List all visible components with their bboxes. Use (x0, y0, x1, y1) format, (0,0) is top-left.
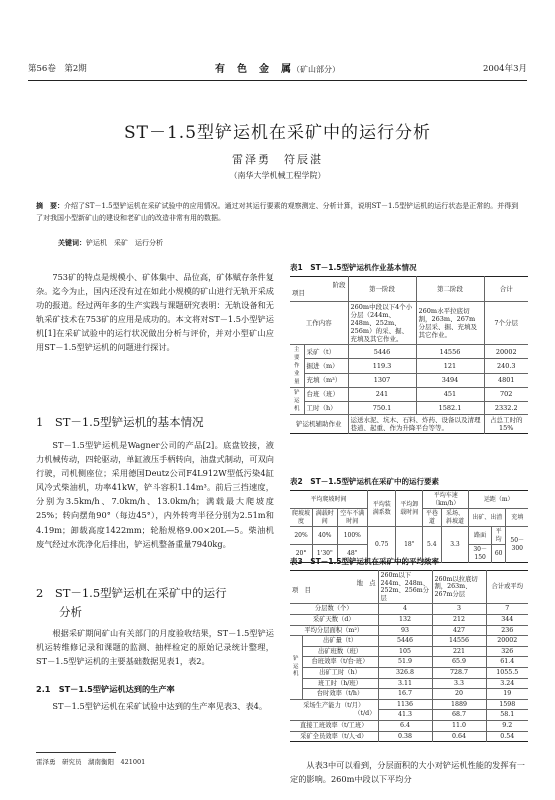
table-1-cell: 工时（h） (304, 401, 348, 415)
subsection-2-1-body (36, 699, 274, 713)
table-3-head-c1: 260m以下244m、248m、252m、256m分层 (378, 571, 432, 604)
table-3-cell: 326 (501, 647, 514, 655)
table-row (290, 373, 528, 387)
table-row (290, 388, 528, 402)
table-1-work-label: 工作内容 (290, 302, 348, 345)
table-3-cell: 出矿量（t） (302, 636, 378, 647)
table-2-cell: 20° (290, 545, 313, 563)
table-3-cell: 3.24 (500, 679, 515, 687)
table-2-cell: 18" (396, 527, 423, 563)
abstract-label: 摘 要： (36, 202, 64, 210)
section-2-body (36, 626, 274, 668)
table-3-cell: 1136 (378, 699, 432, 710)
header-rule (28, 80, 527, 81)
table-3-cell: 平均分层面积（m²） (290, 625, 378, 636)
table-row (290, 699, 528, 710)
table-3-cell: 51.9 (378, 657, 432, 668)
table-2-cell: 60 (491, 545, 506, 563)
table-1-cell: 4801 (497, 376, 515, 385)
table-1-cell: 充填（m³） (304, 373, 348, 387)
table-3-head-c3: 合计或平均 (491, 583, 523, 591)
table-3-cell: 台时效率（t/h） (302, 689, 378, 700)
table-1-cell: 1582.1 (416, 401, 484, 415)
table-2-cell: 30－150 (469, 545, 491, 563)
abstract (36, 200, 520, 224)
table-3-cell: 41.3 (378, 710, 432, 721)
table-3-cell: 19 (503, 690, 512, 698)
section-1-body (36, 438, 274, 551)
section-2-title-line2: 分析 (59, 605, 82, 619)
table-3-cap-label-2: （t/d） (354, 709, 376, 717)
table-2-head-slope: 平均爬坡时间 (290, 491, 368, 509)
table-2-cell: 50－300 (510, 537, 525, 552)
table-2-cell: 0.75 (368, 527, 396, 563)
section-1-text: ST－1.5型铲运机是Wagner公司的产品[2]。底盘铰接，液力机械传动，四轮驱动，单缸液压手柄转向，油盘式制动，可双向行驶，司机侧座位；采用德国Deutz公司F4L912W型低污染4缸风冷式柴油机，功率41kW，铲斗容积1.14m³。前后三挡速度，分别为3.5km/h、7.0km/h、13.0km/h；满载最大爬坡度25%；转向摆角90°（每边45°），内外转弯半径分别为2.51m和4.19m；卸载高度1422mm；轮胎规格9.00×20L—5。柴油机废气经过水洗净化后排出，铲运机整备重量7940kg。 (36, 440, 274, 549)
table-3-cell: 1889 (432, 699, 486, 710)
table-1-cell: 121 (416, 359, 484, 373)
table-1-cell: 702 (500, 390, 513, 399)
section-1-title: 1 ST－1.5型铲运机的基本情况 (36, 415, 204, 429)
footnote-rule (36, 752, 116, 753)
table-3-cell: 20 (432, 689, 486, 700)
table-row (290, 359, 528, 373)
table-2-head-full: 满载时间 (313, 509, 337, 527)
table-1-group-main: 主要作业量 (290, 345, 304, 388)
table-3-cell: 132 (378, 614, 432, 625)
table-1-work-c1: 260m中段以下4个小分层（244m、248m、252m、256m）的采、掘、充填及其它作业。 (348, 302, 416, 345)
table-2-cell: 3.3 (441, 527, 469, 563)
table-2-cell: 5.4 (423, 527, 441, 563)
table-3-cell: 20002 (497, 637, 518, 645)
table-2-head-avg: 平均 (491, 527, 506, 545)
keywords-label: 关键词： (58, 239, 86, 247)
table-3-cell: 5446 (378, 636, 432, 647)
table-3-cell: 0.54 (500, 732, 515, 740)
table-row (290, 720, 528, 731)
table-2-head-grade: 爬坡坡度 (290, 509, 313, 527)
table-3-head-item: 项 目 (292, 587, 311, 595)
table-2-head-speed: 平均车速（km/h） (423, 491, 469, 509)
table-3-cell: 4 (378, 604, 432, 615)
issue-label: 第56卷 第2期 (28, 64, 87, 74)
table-1-aux-c3: 占总工时的15% (490, 416, 523, 432)
table-3-cell: 61.4 (500, 658, 515, 666)
table-row (290, 415, 528, 434)
table-2 (290, 490, 528, 563)
running-header (28, 60, 527, 78)
article-title: ST－1.5型铲运机在采矿中的运行分析 (123, 123, 432, 143)
table-1-cell: 241 (348, 388, 416, 402)
table-1-aux-label: 铲运机辅助作业 (290, 415, 348, 434)
table-2-head-empty: 空车不满时间 (337, 509, 368, 527)
table-2-head-distance: 运距（m） (483, 495, 514, 503)
table-row (290, 678, 528, 689)
table-row (290, 345, 528, 359)
table-row (290, 614, 528, 625)
table-3-cell: 台班效率（t/台·班） (302, 657, 378, 668)
table-2-cell: 20% (290, 527, 313, 545)
table-3-head-site: 地 点 (356, 579, 376, 587)
table-3-cell: 7 (505, 605, 510, 613)
table-3-cell: 93 (378, 625, 432, 636)
intro-paragraph (36, 270, 274, 355)
table-2-head-flat: 平巷道 (423, 509, 441, 527)
table-row (290, 302, 528, 345)
table-3-cell: 0.38 (378, 731, 432, 742)
authors: 雷泽勇 符辰湛 (232, 153, 323, 166)
table-1-work-c2: 260m水平拉底切割，263m、267m分层采、掘、充填及其它作业。 (416, 302, 484, 345)
table-3-cell: 344 (501, 615, 514, 623)
table-2-head-fill: 充填 (511, 513, 524, 521)
table-2-cell: 40% (313, 527, 337, 545)
table-3-cell: 728.7 (432, 667, 486, 678)
table-3 (290, 570, 528, 742)
table-row (290, 731, 528, 742)
section-2-title-line1: 2 ST－1.5型铲运机在采矿中的运行 (36, 586, 227, 600)
table-1-cell: 451 (416, 388, 484, 402)
journal-title: 有 色 金 属 (215, 64, 292, 75)
table-3-cell: 9.2 (502, 721, 513, 729)
table-1-aux-text: 运送水泥、坑木、石料、炸药、设备以及清理巷道、起重、作为升降平台等等。 (348, 415, 484, 434)
table-1 (290, 276, 528, 434)
table-3-cell: 班工时（h/班） (302, 678, 378, 689)
table-3-cell: 出矿工时（h） (302, 667, 378, 678)
table-1-work-c3: 7个分层 (494, 319, 519, 327)
table-2-caption: 表2 ST－1.5型铲运机在采矿中的运行要素 (290, 477, 440, 486)
subsection-2-1-text: ST－1.5型铲运机在采矿试验中达到的生产率见表3、表4。 (52, 701, 268, 711)
table-3-cell: 3.3 (432, 678, 486, 689)
table-3-cell: 3.11 (378, 678, 432, 689)
table-1-cell: 2332.2 (494, 403, 518, 412)
table-3-cell: 出矿班数（班） (302, 646, 378, 657)
table-row (290, 401, 528, 415)
table-1-head-item: 项目 (292, 289, 305, 297)
table-1-cell: 采矿（t） (304, 345, 348, 359)
footnote: 雷泽勇 研究员 湖南衡阳 421001 (36, 758, 146, 766)
table-1-cell: 掘进（m） (304, 359, 348, 373)
table-3-cell: 11.0 (432, 720, 486, 731)
table-row (290, 667, 528, 678)
table-3-head-c2: 260m以拉底切割，263m、267m分层 (432, 571, 486, 604)
table-2-head-unload: 平均卸载时间 (396, 491, 423, 527)
table-3-cell: 0.64 (432, 731, 486, 742)
journal-section: （矿山部分） (292, 65, 340, 74)
table-row (290, 636, 528, 647)
keywords (58, 238, 163, 248)
table-3-cell: 6.4 (378, 720, 432, 731)
table-2-head-path: 路面 (469, 527, 491, 545)
table-2-cell: 100% (337, 527, 368, 545)
table-2-head-ramp: 采场、斜坡道 (441, 509, 469, 527)
table-1-cell: 20002 (495, 347, 517, 356)
section-2-title (36, 584, 274, 622)
table-3-cell: 14556 (432, 636, 486, 647)
table-1-head-stage: 阶段 (332, 281, 346, 289)
table-3-cell: 1055.5 (496, 668, 519, 676)
table-3-cell: 65.9 (432, 657, 486, 668)
table-3-cell: 采矿全员效率（t/人·d） (290, 731, 378, 742)
table-3-cell: 3 (432, 604, 486, 615)
affiliation: （南华大学机械工程学院） (229, 171, 326, 180)
table-3-cell: 221 (432, 646, 486, 657)
abstract-text: 介绍了ST－1.5型铲运机在采矿试验中的应用情况。通过对其运行要素的观察测定、分析计算，说明ST－1.5型铲运机的运行状态是正常的。并得到了对我国小型新矿山的建设和老矿山的改造非常有用的数据。 (36, 202, 519, 222)
subsection-2-1-title: 2.1 ST－1.5型铲运机达到的生产率 (36, 684, 175, 694)
table-1-head-c2: 第二阶段 (416, 277, 484, 302)
table-1-cell: 14556 (416, 345, 484, 359)
table-1-group-equip: 铲运机 (290, 388, 304, 415)
table-3-cell: 326.8 (378, 667, 432, 678)
table-2-cell: 48" (337, 545, 368, 563)
table-3-corner (290, 571, 378, 604)
table-1-head-c3: 合计 (499, 285, 513, 293)
table-3-cell: 58.1 (500, 711, 515, 719)
table-3-cell: 427 (432, 625, 486, 636)
table-3-cell: 1598 (499, 700, 516, 708)
table-1-cell: 1307 (348, 373, 416, 387)
table-row (290, 625, 528, 636)
table-1-corner (290, 277, 348, 302)
table-3-cell: 236 (501, 626, 514, 634)
table-3-group: 铲运机 (290, 636, 302, 700)
table-1-cell: 3494 (416, 373, 484, 387)
table-1-cell: 750.1 (348, 401, 416, 415)
table-1-cell: 台班（班） (304, 388, 348, 402)
table-3-cell: 分层数（个） (290, 604, 378, 615)
section-2-text: 根据采矿期间矿山有关部门的月度验收结果，ST－1.5型铲运机运转维修记录和课题的监测、抽样检定的原始记录统计整理，ST－1.5型铲运机的主要基础数据见表1，表2。 (36, 628, 274, 667)
table-row (290, 657, 528, 668)
table-1-cell: 5446 (348, 345, 416, 359)
issue-date: 2004年3月 (482, 64, 527, 74)
table-3-capacity-label (290, 699, 378, 720)
table-3-cell: 68.7 (432, 710, 486, 721)
table-3-cell: 212 (432, 614, 486, 625)
table-3-cell: 采矿天数（d） (290, 614, 378, 625)
table-3-caption: 表3 ST－1.5型铲运机在采矿中的平均效率 (290, 557, 440, 566)
table-1-head-c1: 第一阶段 (348, 277, 416, 302)
table-2-head-out: 出矿、出渣 (469, 509, 506, 527)
journal-name (28, 60, 527, 75)
table-3-cell: 105 (378, 646, 432, 657)
table-3-cap-label-1: 采场生产能力（t/月） (303, 702, 365, 710)
intro-text: 753矿的特点是规模小、矿体集中、品位高，矿体赋存条件复杂。迄今为止，国内还没有过在如此小规模的矿山进行无轨开采成功的报道。经过两年多的生产实践与课题研究表明：无轨设备和无轨采矿技术在753矿的应用是成功的。本文将对ST－1.5小型铲运机[1]在采矿试验中的运行状况做出分析与评价，并对小型矿山应用ST－1.5型铲运机的问题进行探讨。 (36, 272, 274, 353)
table-3-cell: 16.7 (378, 689, 432, 700)
table-2-head-load: 平均装满系数 (368, 491, 396, 527)
table-1-cell: 240.3 (496, 361, 516, 370)
table-row (290, 689, 528, 700)
table-2-cell: 1'30" (313, 545, 337, 563)
table-1-caption: 表1 ST－1.5型铲运机作业基本情况 (290, 263, 417, 272)
keywords-text: 铲运机 采矿 运行分析 (86, 239, 163, 247)
right-column-paragraph: 从表3中可以看到，分层面积的大小对铲运机性能的发挥有一定的影响。260m中段以下平均分 (290, 760, 525, 784)
table-row (290, 604, 528, 615)
table-row (290, 646, 528, 657)
table-3-cell: 直接工班效率（t/工班） (290, 720, 378, 731)
table-1-cell: 119.3 (348, 359, 416, 373)
